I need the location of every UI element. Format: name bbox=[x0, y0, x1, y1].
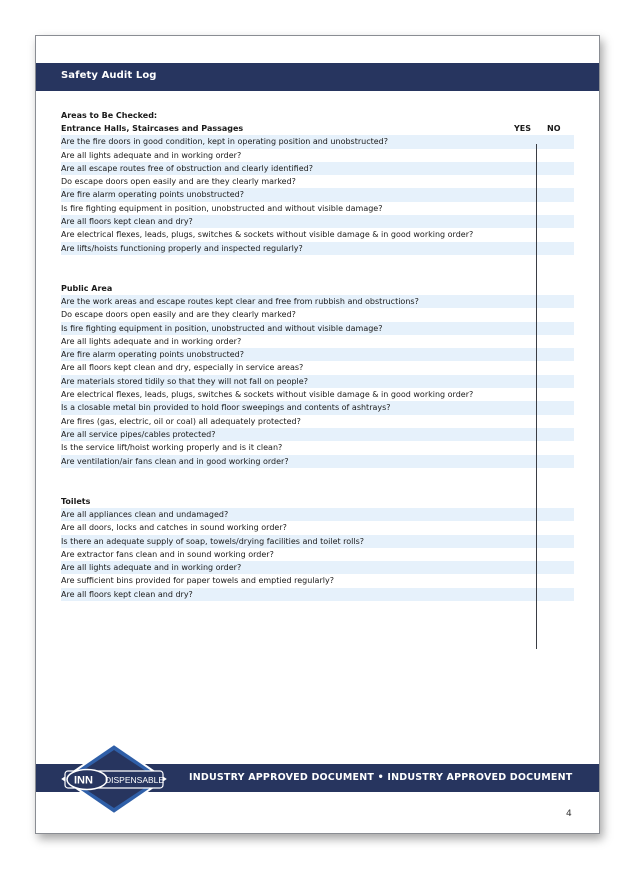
checklist-item bbox=[61, 162, 574, 175]
checklist-question: Are lifts/hoists functioning properly and inspected regularly? bbox=[61, 243, 303, 253]
logo-text-rest: DISPENSABLE bbox=[105, 775, 165, 785]
checklist-question: Are all lights adequate and in working order? bbox=[61, 336, 242, 346]
checklist-item bbox=[61, 455, 574, 468]
checklist-item bbox=[61, 188, 574, 201]
checklist-question: Is fire fighting equipment in position, unobstructed and without visible damage? bbox=[61, 203, 383, 213]
checklist-question: Are all lights adequate and in working order? bbox=[61, 563, 242, 573]
checklist-item bbox=[61, 548, 574, 561]
checklist-item bbox=[61, 242, 574, 255]
checklist-item bbox=[61, 348, 574, 361]
yes-column-header: YES bbox=[514, 124, 532, 133]
checklist-question: Are fire alarm operating points unobstructed? bbox=[61, 350, 244, 360]
section-entrance-halls bbox=[61, 109, 574, 255]
section-title: Public Area bbox=[61, 284, 113, 293]
indispensable-logo bbox=[61, 742, 167, 816]
checklist-question: Are all lights adequate and in working order? bbox=[61, 150, 242, 160]
checklist-item bbox=[61, 388, 574, 401]
footer-banner-text: INDUSTRY APPROVED DOCUMENT • INDUSTRY APPROVED DOCUMENT bbox=[189, 772, 573, 783]
checklist-question: Is a closable metal bin provided to hold floor sweepings and contents of ashtrays? bbox=[61, 403, 391, 413]
checklist-item bbox=[61, 228, 574, 241]
section-title: Toilets bbox=[61, 497, 91, 506]
section-header-row bbox=[61, 122, 574, 135]
checklist-question: Are materials stored tidily so that they will not fall on people? bbox=[61, 376, 308, 386]
checklist-item bbox=[61, 295, 574, 308]
checklist-question: Are all doors, locks and catches in sound working order? bbox=[61, 523, 287, 533]
checklist-question: Are all escape routes free of obstruction and clearly identified? bbox=[61, 163, 313, 173]
yes-no-divider bbox=[536, 144, 537, 649]
checklist-question: Are electrical flexes, leads, plugs, switches & sockets without visible damage & in good working order? bbox=[61, 390, 474, 400]
checklist-item bbox=[61, 561, 574, 574]
checklist-item bbox=[61, 308, 574, 321]
checklist-item bbox=[61, 401, 574, 414]
checklist-item bbox=[61, 441, 574, 454]
checklist-question: Are fire alarm operating points unobstructed? bbox=[61, 190, 244, 200]
page-number: 4 bbox=[566, 809, 572, 819]
checklist-item bbox=[61, 375, 574, 388]
checklist-question: Are all floors kept clean and dry? bbox=[61, 589, 193, 599]
checklist-question: Are ventilation/air fans clean and in good working order? bbox=[61, 456, 289, 466]
checklist-question: Are the work areas and escape routes kept clear and free from rubbish and obstructions? bbox=[61, 297, 419, 306]
checklist-item bbox=[61, 521, 574, 534]
checklist-question: Are all floors kept clean and dry? bbox=[61, 217, 193, 227]
checklist-question: Are sufficient bins provided for paper towels and emptied regularly? bbox=[61, 576, 334, 586]
checklist-item bbox=[61, 588, 574, 601]
checklist-question: Are electrical flexes, leads, plugs, switches & sockets without visible damage & in good working order? bbox=[61, 230, 474, 240]
no-column-header: NO bbox=[547, 124, 561, 133]
checklist-question: Are all service pipes/cables protected? bbox=[61, 429, 216, 439]
checklist-question: Are all floors kept clean and dry, especially in service areas? bbox=[61, 363, 304, 373]
logo-text-inn: INN bbox=[74, 774, 93, 787]
checklist-item bbox=[61, 215, 574, 228]
checklist-item bbox=[61, 535, 574, 548]
checklist-item bbox=[61, 415, 574, 428]
checklist-item bbox=[61, 149, 574, 162]
document-page bbox=[35, 35, 600, 834]
checklist-question: Are fires (gas, electric, oil or coal) all adequately protected? bbox=[61, 416, 301, 426]
section-public-area bbox=[61, 282, 574, 468]
checklist-item bbox=[61, 202, 574, 215]
checklist-question: Is fire fighting equipment in position, unobstructed and without visible damage? bbox=[61, 323, 383, 333]
checklist-question: Do escape doors open easily and are they clearly marked? bbox=[61, 310, 296, 320]
checklist-item bbox=[61, 322, 574, 335]
checklist-item bbox=[61, 175, 574, 188]
section-toilets bbox=[61, 495, 574, 601]
checklist-item bbox=[61, 574, 574, 587]
checklist-item bbox=[61, 361, 574, 374]
checklist-question: Is the service lift/hoist working properly and is it clean? bbox=[61, 443, 283, 453]
checklist-item bbox=[61, 335, 574, 348]
page-title: Safety Audit Log bbox=[61, 70, 157, 81]
header-band bbox=[36, 63, 599, 91]
areas-intro-title: Areas to Be Checked: bbox=[61, 111, 158, 120]
section-title: Entrance Halls, Staircases and Passages bbox=[61, 124, 244, 133]
checklist-question: Are the fire doors in good condition, kept in operating position and unobstructed? bbox=[61, 137, 388, 147]
checklist-question: Do escape doors open easily and are they clearly marked? bbox=[61, 177, 296, 187]
checklist-question: Are all appliances clean and undamaged? bbox=[61, 510, 229, 519]
checklist-item bbox=[61, 508, 574, 521]
checklist-question: Are extractor fans clean and in sound working order? bbox=[61, 549, 274, 559]
checklist-item bbox=[61, 428, 574, 441]
checklist-item bbox=[61, 135, 574, 148]
checklist-question: Is there an adequate supply of soap, towels/drying facilities and toilet rolls? bbox=[61, 536, 365, 546]
